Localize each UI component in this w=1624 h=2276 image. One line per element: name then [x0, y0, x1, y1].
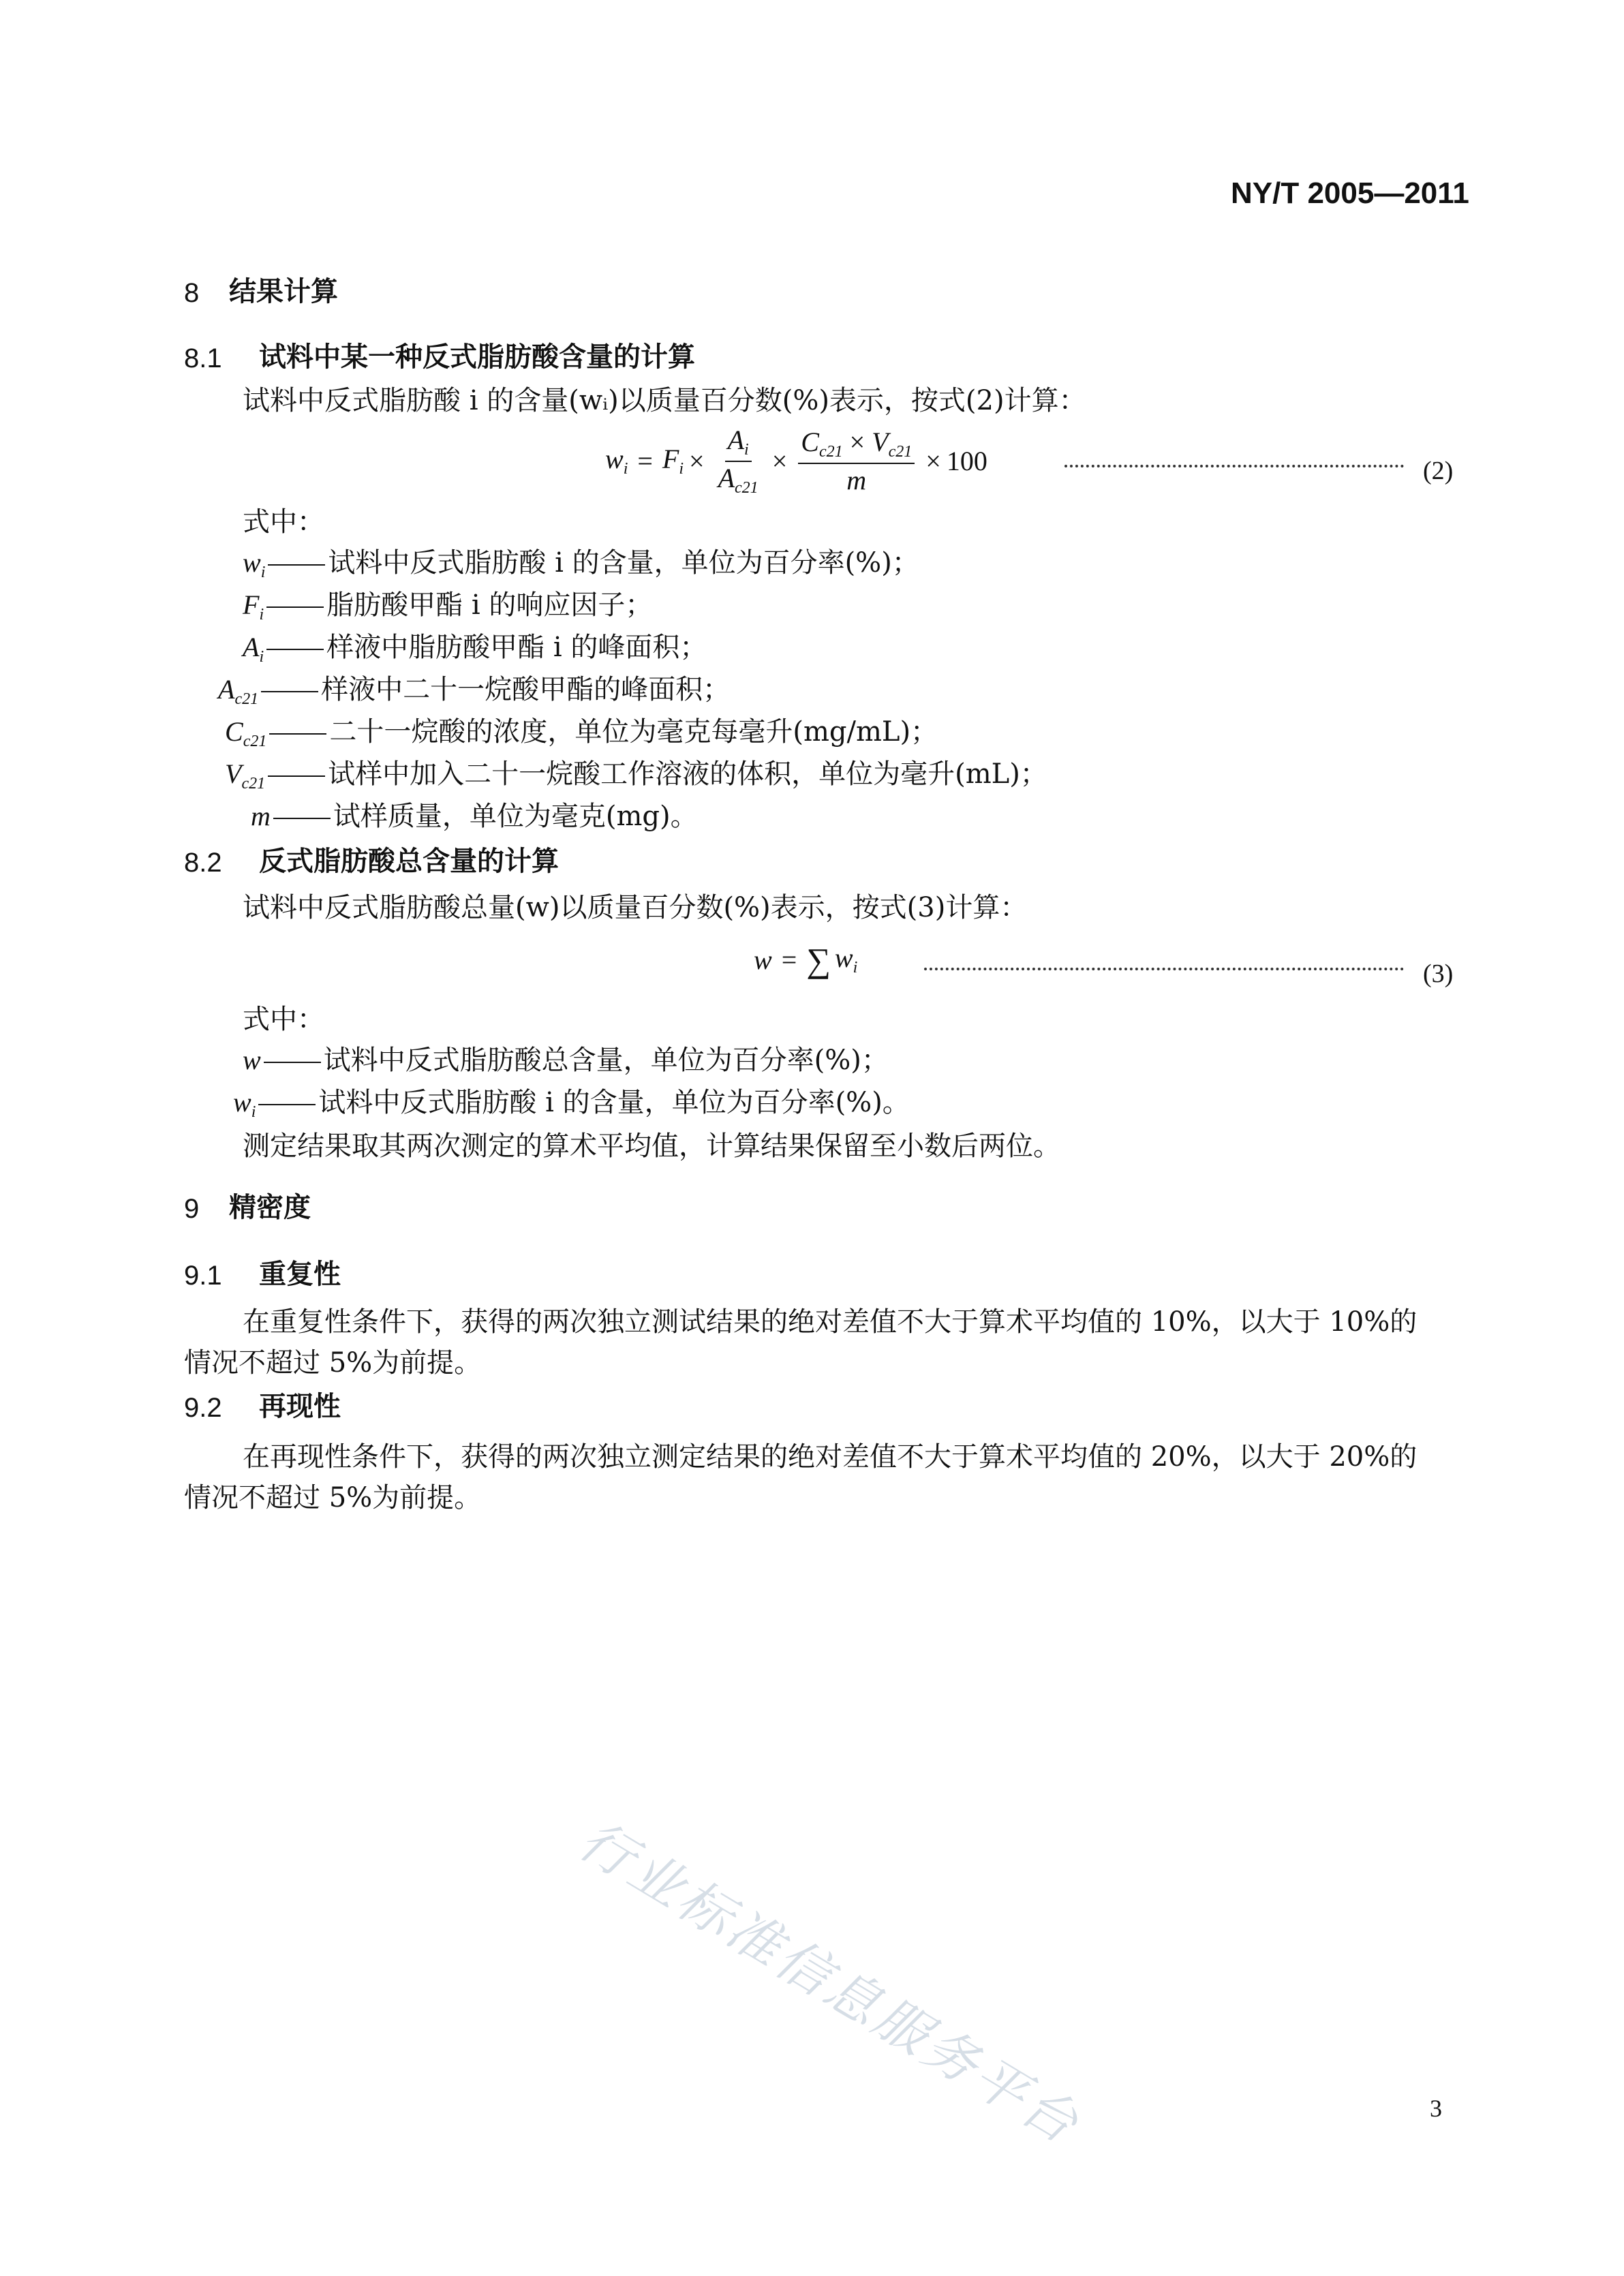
section-9-1-title: 重复性: [259, 1259, 341, 1290]
section-8-title: 结果计算: [229, 276, 338, 307]
section-8-1-number: 8.1: [184, 343, 222, 373]
formula-2-factor: 100: [946, 446, 987, 476]
section-9-2-text-line2: 情况不超过 5%为前提。: [184, 1482, 482, 1513]
section-9-2-title: 再现性: [259, 1391, 341, 1422]
formula-2-leader-dots: [1064, 465, 1404, 467]
section-9-number: 9: [184, 1194, 200, 1224]
section-9-2-text-line1: 在再现性条件下，获得的两次独立测定结果的绝对差值不大于算术平均值的 20%，以大于 20%的: [243, 1441, 1418, 1473]
equation-2-label: (2): [1423, 457, 1454, 485]
formula-2: [605, 427, 987, 496]
def-F-i: $F_i$ 脂肪酸甲酯 i 的响应因子；: [243, 589, 653, 624]
def-m: m 试样质量，单位为毫克(mg)。: [251, 801, 698, 832]
section-8-number: 8: [184, 278, 200, 308]
section-9-1-text-line1: 在重复性条件下，获得的两次独立测试结果的绝对差值不大于算术平均值的 10%，以大于 10%的: [243, 1306, 1418, 1338]
section-8-2-number: 8.2: [184, 848, 222, 878]
section-9-1-text-line2: 情况不超过 5%为前提。: [184, 1347, 482, 1379]
def-A-i: $A_i$ 样液中脂肪酸甲酯 i 的峰面积；: [243, 632, 707, 666]
formula-3-lhs: w: [754, 944, 772, 975]
section-9-title: 精密度: [229, 1192, 311, 1223]
formula-3-term: $w_i$: [834, 942, 858, 976]
section-8-1-intro: 试料中反式脂肪酸 i 的含量(wᵢ)以质量百分数(%)表示，按式(2)计算：: [243, 385, 1086, 416]
formula-2-times-2: ×: [771, 446, 788, 476]
formula-3-equals: =: [781, 944, 797, 975]
def-w-total: w 试料中反式脂肪酸总含量，单位为百分率(%)；: [243, 1045, 889, 1076]
page-number: 3: [1430, 2095, 1442, 2122]
result-note: 测定结果取其两次测定的算术平均值，计算结果保留至小数后两位。: [243, 1131, 1060, 1162]
section-8-2-where: 式中：: [243, 1004, 324, 1035]
formula-2-fraction-1: $\frac{A_i}{A_{c21}}$: [718, 425, 759, 497]
def-V-c21: $V_{c21}$ 试样中加入二十一烷酸工作溶液的体积，单位为毫升(mL)；: [225, 758, 1047, 793]
formula-2-fraction-2: $\frac{C_{c21} \times V_{c21}}{m}$: [798, 429, 915, 494]
def-w-i: $w_i$ 试料中反式脂肪酸 i 的含量，单位为百分率(%)；: [243, 547, 919, 581]
section-9-2-number: 9.2: [184, 1393, 222, 1423]
section-8-1-where: 式中：: [243, 506, 324, 538]
def-w-i-2: $w_i$ 试料中反式脂肪酸 i 的含量，单位为百分率(%)。: [233, 1087, 910, 1121]
formula-3: [754, 943, 857, 977]
equation-3-label: (3): [1423, 959, 1454, 988]
formula-2-F: $F_i$: [662, 444, 684, 478]
formula-3-leader-dots: [924, 968, 1404, 970]
formula-2-times-3: ×: [925, 446, 941, 476]
section-8-1-title: 试料中某一种反式脂肪酸含量的计算: [259, 341, 695, 373]
section-9-1-number: 9.1: [184, 1261, 222, 1291]
section-8-2-title: 反式脂肪酸总含量的计算: [259, 846, 559, 877]
def-C-c21: $C_{c21}$ 二十一烷酸的浓度，单位为毫克每毫升(mg/mL)；: [225, 716, 938, 750]
def-A-c21: $A_{c21}$ 样液中二十一烷酸甲酯的峰面积；: [218, 674, 731, 708]
section-8-2-intro: 试料中反式脂肪酸总量(w)以质量百分数(%)表示，按式(3)计算：: [243, 892, 1028, 923]
watermark: 行业标准信息服务平台: [568, 1809, 1091, 2157]
sum-symbol: ∑: [806, 941, 831, 979]
formula-2-lhs: $w_i$: [605, 444, 628, 478]
standard-code: NY/T 2005—2011: [1231, 176, 1469, 210]
formula-2-times-1: ×: [689, 446, 705, 476]
formula-2-equals: =: [637, 446, 653, 476]
